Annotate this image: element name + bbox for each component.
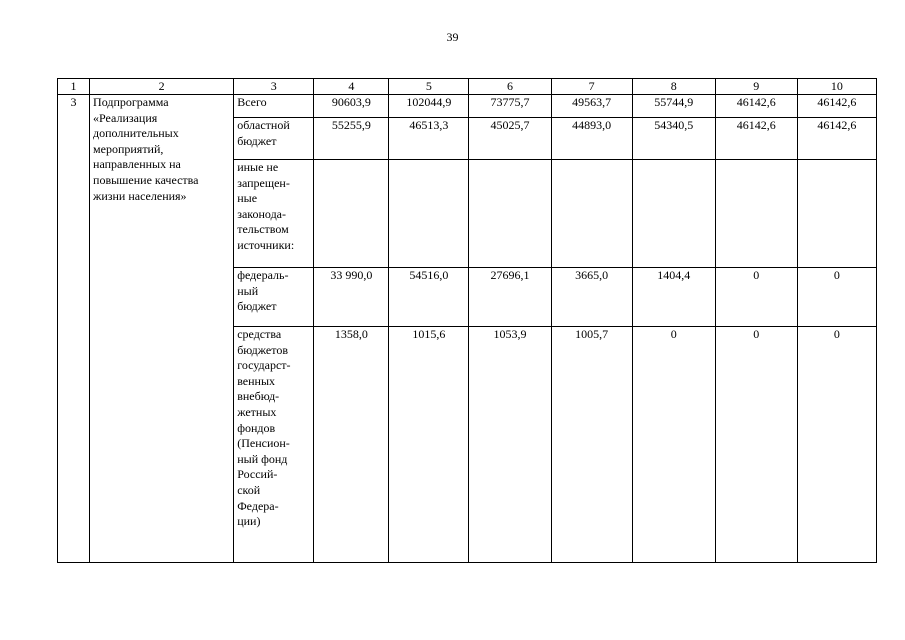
table-cell (469, 160, 551, 268)
table-cell: 46513,3 (389, 118, 469, 160)
table-cell (715, 160, 797, 268)
column-header: 7 (551, 79, 632, 95)
table-cell: 102044,9 (389, 95, 469, 118)
table-cell: 0 (715, 327, 797, 563)
table-cell: 44893,0 (551, 118, 632, 160)
column-header: 5 (389, 79, 469, 95)
table-cell: 1404,4 (632, 268, 715, 327)
table-cell: 1005,7 (551, 327, 632, 563)
table-cell: 73775,7 (469, 95, 551, 118)
funding-source: Всего (234, 95, 314, 118)
table-row (58, 95, 877, 118)
table-cell: 45025,7 (469, 118, 551, 160)
table-cell: 1358,0 (314, 327, 389, 563)
table-cell (389, 160, 469, 268)
table-cell (314, 160, 389, 268)
table-cell (551, 160, 632, 268)
table-cell: 0 (715, 268, 797, 327)
column-header: 2 (90, 79, 234, 95)
funding-source: федераль- ный бюджет (234, 268, 314, 327)
column-header: 6 (469, 79, 551, 95)
table-cell: 3665,0 (551, 268, 632, 327)
table-cell: 27696,1 (469, 268, 551, 327)
column-header: 10 (797, 79, 876, 95)
column-header: 9 (715, 79, 797, 95)
table-cell: 54516,0 (389, 268, 469, 327)
column-header: 3 (234, 79, 314, 95)
table-cell: 1015,6 (389, 327, 469, 563)
table-cell: 49563,7 (551, 95, 632, 118)
table-cell: 46142,6 (715, 118, 797, 160)
column-header: 4 (314, 79, 389, 95)
table-cell: 54340,5 (632, 118, 715, 160)
table-cell: 0 (632, 327, 715, 563)
table-cell: 33 990,0 (314, 268, 389, 327)
row-number: 3 (58, 95, 90, 563)
table-cell (632, 160, 715, 268)
table-cell: 0 (797, 327, 876, 563)
table-cell: 46142,6 (797, 118, 876, 160)
funding-source: иные не запрещен- ные законода- тельством источники: (234, 160, 314, 268)
table-cell: 46142,6 (797, 95, 876, 118)
page-number: 39 (446, 30, 459, 44)
budget-table (57, 78, 877, 563)
column-header: 8 (632, 79, 715, 95)
program-name: Подпрограмма «Реализация дополнительных мероприятий, направленных на повышение качества жизни населения» (90, 95, 234, 563)
header-row (58, 79, 877, 95)
column-header: 1 (58, 79, 90, 95)
funding-source: областной бюджет (234, 118, 314, 160)
table-cell: 90603,9 (314, 95, 389, 118)
table-cell: 1053,9 (469, 327, 551, 563)
table-cell: 0 (797, 268, 876, 327)
table-cell (797, 160, 876, 268)
table-cell: 46142,6 (715, 95, 797, 118)
table-cell: 55744,9 (632, 95, 715, 118)
funding-source: средства бюджетов государст- венных внебюд- жетных фондов (Пенсион- ный фонд Россий- ской Федера- ции) (234, 327, 314, 563)
table-cell: 55255,9 (314, 118, 389, 160)
